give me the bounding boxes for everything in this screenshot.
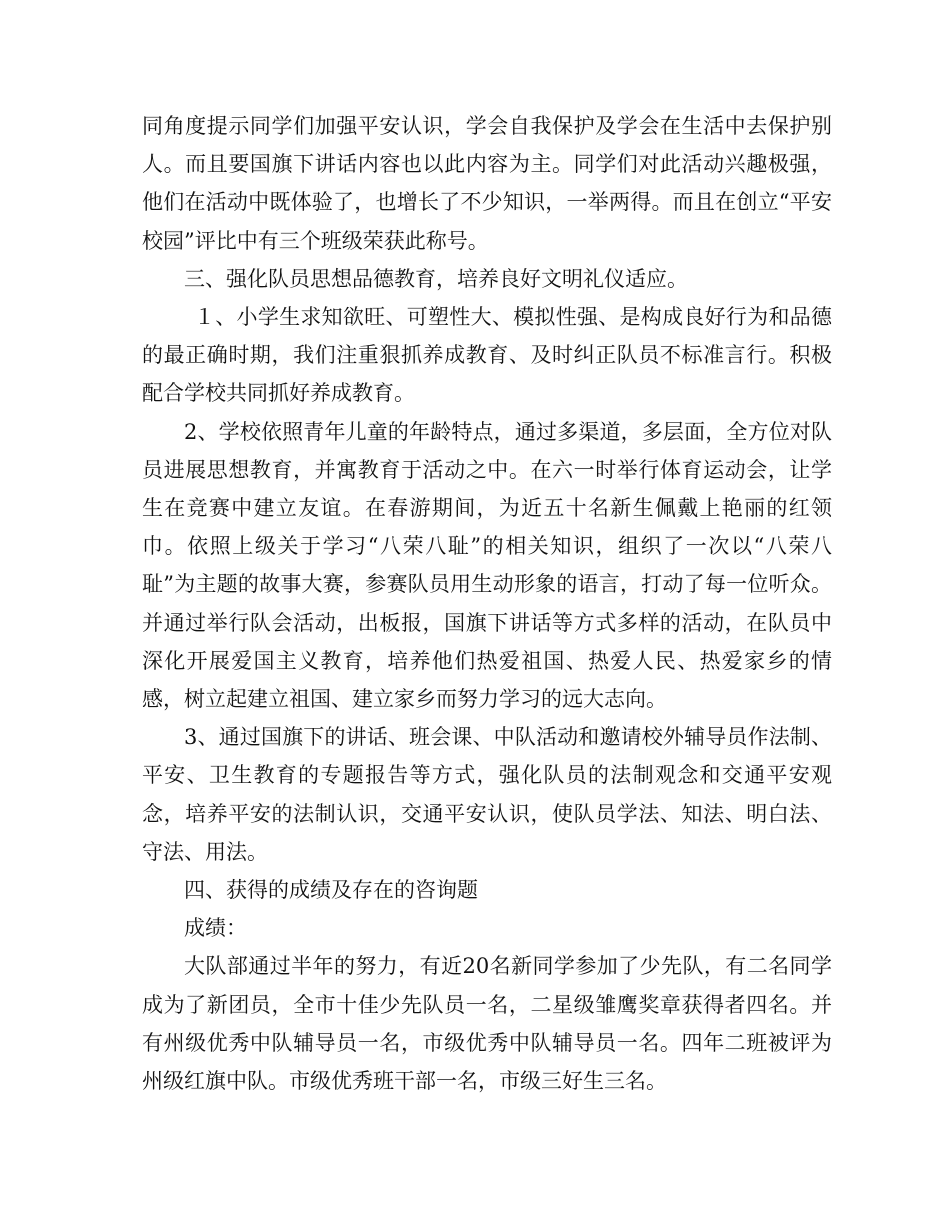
section-heading-moral-education: 三、强化队员思想品德教育，培养良好文明礼仪适应。	[184, 266, 688, 291]
paragraph-item-1: １、小学生求知欲旺、可塑性大、模拟性强、是构成良好行为和品德的最正确时期，我们注重狠抓养成教育、及时纠正队员不标准言行。积极配合学校共同抓好养成教育。	[142, 305, 832, 406]
paragraph-safety-awareness: 同角度提示同学们加强平安认识，学会自我保护及学会在生活中去保护别人。而且要国旗下讲话内容也以此内容为主。同学们对此活动兴趣极强，他们在活动中既体验了，也增长了不少知识，一举两得。而且在创立“平安校园”评比中有三个班级荣获此称号。	[142, 114, 832, 253]
paragraph-results: 大队部通过半年的努力，有近20名新同学参加了少先队，有二名同学成为了新团员，全市十佳少先队员一名，二星级雏鹰奖章获得者四名。并有州级优秀中队辅导员一名，市级优秀中队辅导员一名。四年二班被评为州级红旗中队。市级优秀班干部一名，市级三好生三名。	[142, 954, 832, 1094]
subheading-results: 成绩：	[184, 916, 247, 941]
document-body	[142, 107, 832, 1100]
paragraph-item-3: 3、通过国旗下的讲话、班会课、中队活动和邀请校外辅导员作法制、平安、卫生教育的专题报告等方式，强化队员的法制观念和交通平安观念，培养平安的法制认识，交通平安认识，使队员学法、知法、明白法、守法、用法。	[142, 725, 832, 864]
section-heading-achievements: 四、获得的成绩及存在的咨询题	[184, 878, 478, 903]
paragraph-item-2: 2、学校依照青年儿童的年龄特点，通过多渠道，多层面，全方位对队员进展思想教育，并寓教育于活动之中。在六一时举行体育运动会，让学生在竞赛中建立友谊。在春游期间，为近五十名新生佩戴上艳丽的红领巾。依照上级关于学习“八荣八耻”的相关知识，组织了一次以“八荣八耻”为主题的故事大赛，参赛队员用生动形象的语言，打动了每一位听众。并通过举行队会活动，出板报，国旗下讲话等方式多样的活动，在队员中深化开展爱国主义教育，培养他们热爱祖国、热爱人民、热爱家乡的情感，树立起建立祖国、建立家乡而努力学习的远大志向。	[142, 419, 832, 712]
